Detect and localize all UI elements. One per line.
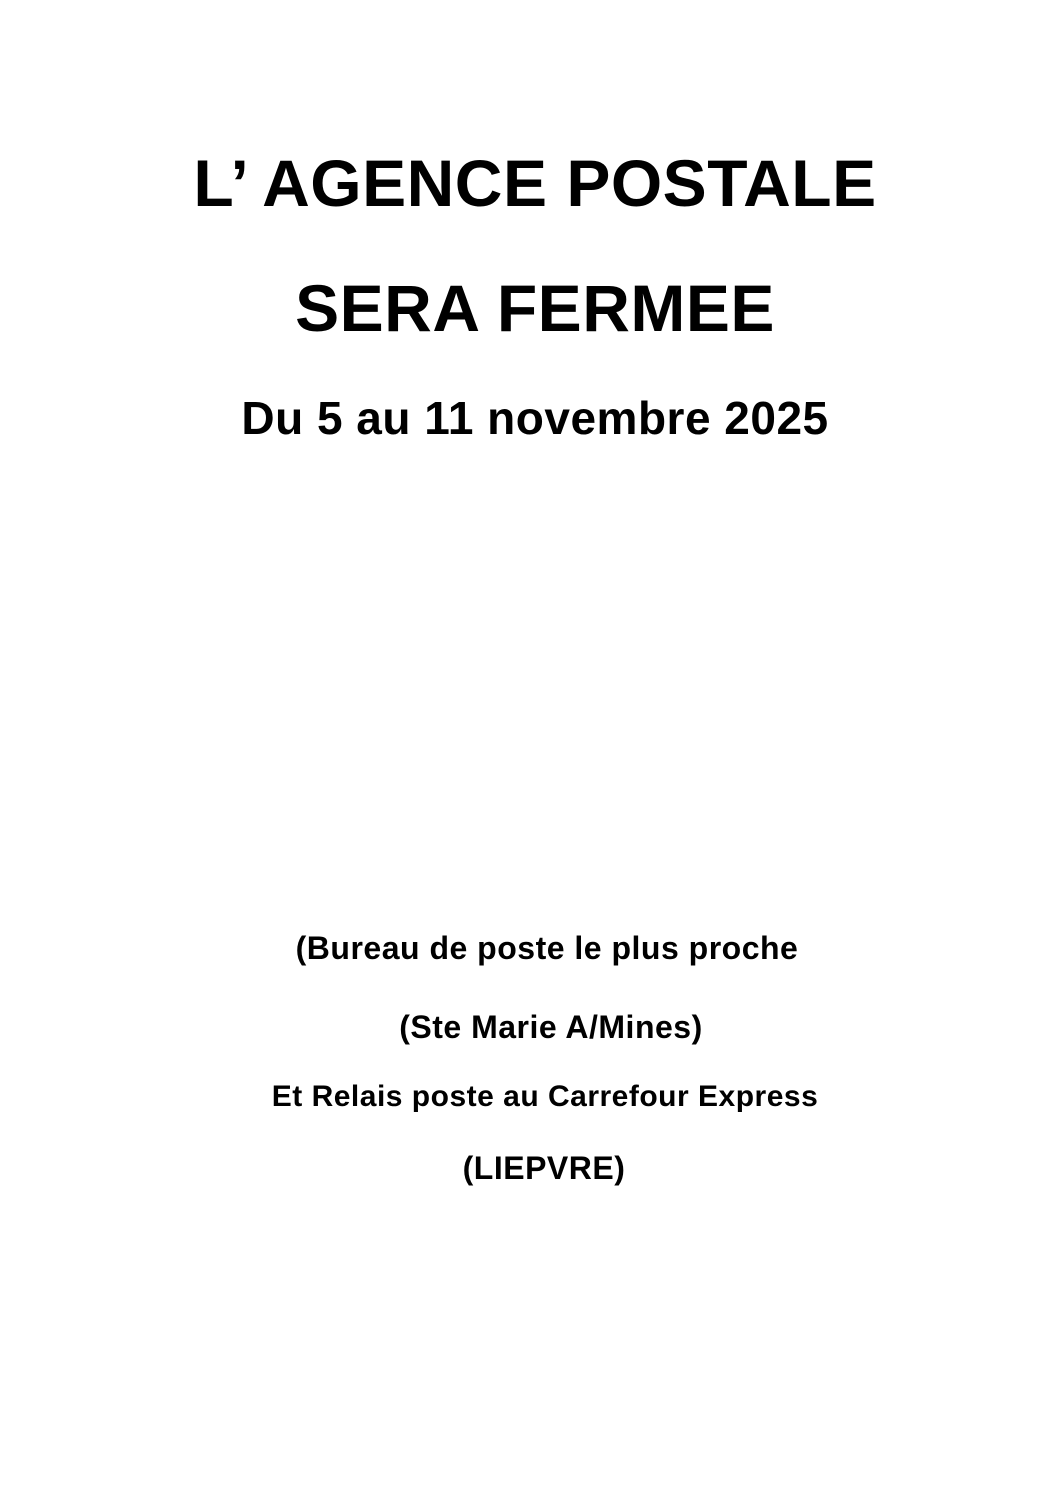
closure-dates: Du 5 au 11 novembre 2025 [241, 392, 829, 444]
alternative-line-4: (LIEPVRE) [462, 1150, 626, 1186]
alternative-line-2: (Ste Marie A/Mines) [399, 1009, 703, 1045]
notice-title-line-2: SERA FERMEE [295, 271, 775, 345]
alternative-line-3: Et Relais poste au Carrefour Express [271, 1080, 819, 1113]
alternative-line-1: (Bureau de poste le plus proche [295, 930, 799, 966]
notice-title-line-1: L’ AGENCE POSTALE [193, 146, 877, 220]
